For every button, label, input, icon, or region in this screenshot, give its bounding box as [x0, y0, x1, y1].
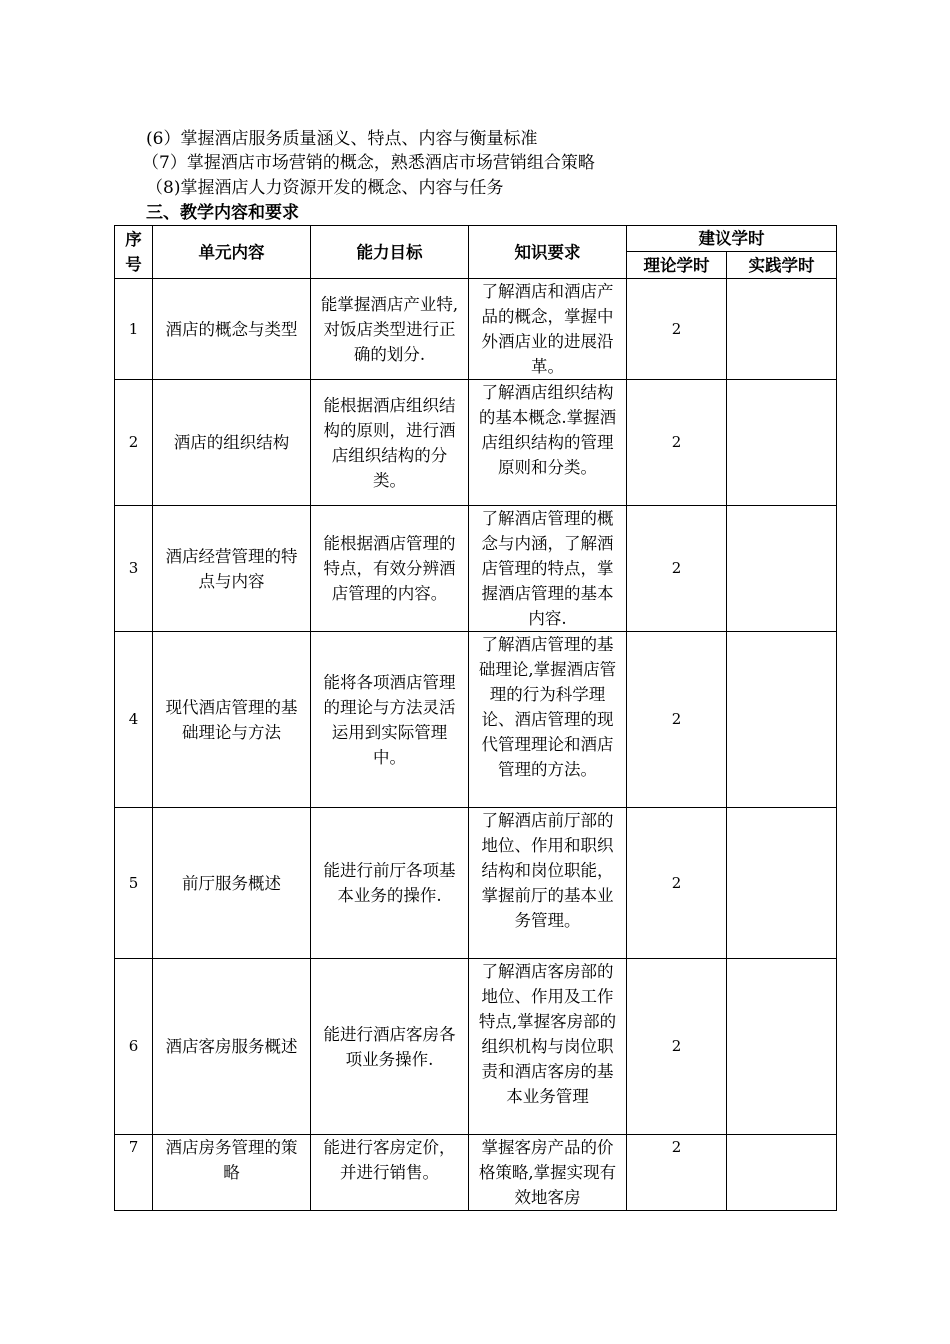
row-practice-hours: [727, 808, 837, 959]
row-index: 4: [115, 632, 153, 808]
row-theory-hours: 2: [627, 959, 727, 1135]
row-theory-hours: 2: [627, 279, 727, 380]
table-row: [115, 1135, 837, 1211]
row-ability: 能根据酒店管理的特点，有效分辨酒店管理的内容。: [311, 506, 469, 632]
row-knowledge: 了解酒店客房部的地位、作用及工作特点,掌握客房部的组织机构与岗位职责和酒店客房的基本业务管理: [469, 959, 627, 1135]
row-knowledge: 了解酒店组织结构的基本概念.掌握酒店组织结构的管理原则和分类。: [469, 380, 627, 506]
row-practice-hours: [727, 380, 837, 506]
teaching-content-table: [114, 225, 837, 1211]
table-row: [115, 380, 837, 506]
header-suggested-hours: 建议学时: [627, 226, 837, 252]
row-ability: 能掌握酒店产业特,对饭店类型进行正确的划分.: [311, 279, 469, 380]
table-row: [115, 808, 837, 959]
row-unit: 酒店的概念与类型: [153, 279, 311, 380]
row-practice-hours: [727, 506, 837, 632]
row-index: 5: [115, 808, 153, 959]
row-knowledge: 了解酒店前厅部的地位、作用和职织结构和岗位职能，掌握前厅的基本业务管理。: [469, 808, 627, 959]
row-knowledge: 了解酒店管理的基础理论,掌握酒店管理的行为科学理论、酒店管理的现代管理理论和酒店管理的方法。: [469, 632, 627, 808]
row-practice-hours: [727, 959, 837, 1135]
header-unit: 单元内容: [153, 226, 311, 279]
row-unit: 酒店的组织结构: [153, 380, 311, 506]
row-knowledge: 掌握客房产品的价格策略,掌握实现有效地客房: [469, 1135, 627, 1211]
row-ability: 能进行前厅各项基本业务的操作.: [311, 808, 469, 959]
row-knowledge: 了解酒店管理的概念与内涵，了解酒店管理的特点，掌握酒店管理的基本内容.: [469, 506, 627, 632]
row-unit: 酒店房务管理的策略: [153, 1135, 311, 1211]
table-row: [115, 959, 837, 1135]
row-ability: 能进行酒店客房各项业务操作.: [311, 959, 469, 1135]
row-index: 6: [115, 959, 153, 1135]
table-row: [115, 506, 837, 632]
table-row: [115, 632, 837, 808]
header-knowledge: 知识要求: [469, 226, 627, 279]
row-unit: 酒店客房服务概述: [153, 959, 311, 1135]
row-practice-hours: [727, 279, 837, 380]
row-theory-hours: 2: [627, 808, 727, 959]
row-index: 2: [115, 380, 153, 506]
row-theory-hours: 2: [627, 506, 727, 632]
row-ability: 能将各项酒店管理的理论与方法灵活运用到实际管理中。: [311, 632, 469, 808]
row-unit: 现代酒店管理的基础理论与方法: [153, 632, 311, 808]
row-theory-hours: 2: [627, 1135, 727, 1211]
intro-line-8: （8)掌握酒店人力资源开发的概念、内容与任务: [146, 178, 504, 198]
row-index: 1: [115, 279, 153, 380]
row-ability: 能根据酒店组织结构的原则，进行酒店组织结构的分类。: [311, 380, 469, 506]
row-theory-hours: 2: [627, 632, 727, 808]
table-row: [115, 279, 837, 380]
row-index: 3: [115, 506, 153, 632]
row-ability: 能进行客房定价，并进行销售。: [311, 1135, 469, 1211]
section-title: 三、教学内容和要求: [146, 203, 299, 223]
row-unit: 酒店经营管理的特点与内容: [153, 506, 311, 632]
header-index: 序号: [115, 226, 153, 279]
header-ability: 能力目标: [311, 226, 469, 279]
intro-line-6: (6）掌握酒店服务质量涵义、特点、内容与衡量标准: [146, 129, 538, 149]
header-theory-hours: 理论学时: [627, 252, 727, 279]
intro-line-7: （7）掌握酒店市场营销的概念，熟悉酒店市场营销组合策略: [142, 153, 595, 173]
row-practice-hours: [727, 1135, 837, 1211]
row-unit: 前厅服务概述: [153, 808, 311, 959]
row-index: 7: [115, 1135, 153, 1211]
row-theory-hours: 2: [627, 380, 727, 506]
header-practice-hours: 实践学时: [727, 252, 837, 279]
row-practice-hours: [727, 632, 837, 808]
row-knowledge: 了解酒店和酒店产品的概念，掌握中外酒店业的进展沿革。: [469, 279, 627, 380]
